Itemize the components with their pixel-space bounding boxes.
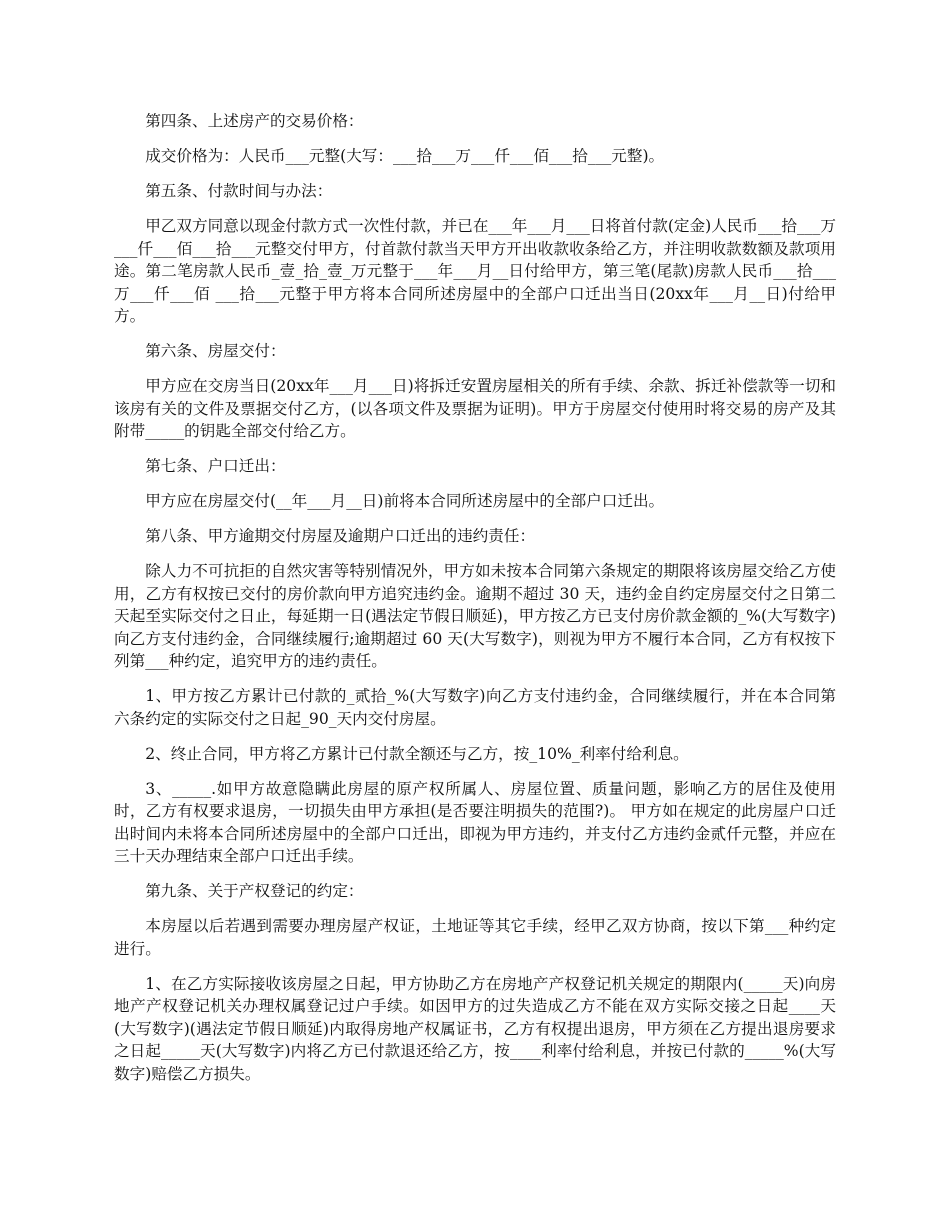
liability-option-3: 3、_____.如甲方故意隐瞒此房屋的原产权所属人、房屋位置、质量问题，影响乙方的居住及使用时，乙方有权要求退房，一切损失由甲方承担(是否要注明损失的范围?)。 甲方如在规定的此房屋户口迁出时间内未将本合同所述房屋中的全部户口迁出，即视为甲方违约，并支付乙方违约金贰仟元整，并应在三十天办理结束全部户口迁出手续。 <box>114 779 836 865</box>
default-liability-terms: 除人力不可抗拒的自然灾害等特别情况外，甲方如未按本合同第六条规定的期限将该房屋交给乙方使用，乙方有权按已交付的房价款向甲方追究违约金。逾期不超过 30 天，违约金自约定房屋交付之日第二天起至实际交付之日止，每延期一日(遇法定节假日顺延)，甲方按乙方已支付房价款金额的_%(大写数字)向乙方支付违约金，合同继续履行;逾期超过 60 天(大写数字)，则视为甲方不履行本合同，乙方有权按下列第___种约定，追究甲方的违约责任。 <box>114 562 836 670</box>
article-4-heading: 第四条、上述房产的交易价格： <box>145 112 364 130</box>
contract-document <box>114 110 836 1098</box>
liability-option-1: 1、甲方按乙方累计已付款的_贰拾_%(大写数字)向乙方支付违约金，合同继续履行，并在本合同第六条约定的实际交付之日起_90_天内交付房屋。 <box>114 687 836 728</box>
property-registration-terms: 本房屋以后若遇到需要办理房屋产权证，土地证等其它手续，经甲乙双方协商，按以下第___种约定进行。 <box>114 917 836 958</box>
article-8-heading: 第八条、甲方逾期交付房屋及逾期户口迁出的违约责任： <box>145 527 536 545</box>
article-7-heading: 第七条、户口迁出： <box>145 457 286 475</box>
house-delivery-terms: 甲方应在交房当日(20xx年___月___日)将拆迁安置房屋相关的所有手续、余款、拆迁补偿款等一切和该房有关的文件及票据交付乙方，(以各项文件及票据为证明)。甲方于房屋交付使用时将交易的房产及其附带_____的钥匙全部交付给乙方。 <box>114 377 836 440</box>
article-5-heading: 第五条、付款时间与办法： <box>145 182 333 200</box>
registration-option-1: 1、在乙方实际接收该房屋之日起，甲方协助乙方在房地产产权登记机关规定的期限内(_____天)向房地产产权登记机关办理权属登记过户手续。如因甲方的过失造成乙方不能在双方实际交接之日起____天(大写数字)(遇法定节假日顺延)内取得房地产权属证书，乙方有权提出退房，甲方须在乙方提出退房要求之日起_____天(大写数字)内将乙方已付款退还给乙方，按____利率付给利息，并按已付款的_____%(大写数字)赔偿乙方损失。 <box>114 974 836 1083</box>
transaction-price: 成交价格为：人民币___元整(大写：___拾___万___仟___佰___拾___元整)。 <box>145 147 665 165</box>
payment-terms: 甲乙双方同意以现金付款方式一次性付款，并已在___年___月___日将首付款(定金)人民币___拾___万___仟___佰___拾___元整交付甲方，付首款付款当天甲方开出收款收条给乙方，并注明收款数额及款项用途。第二笔房款人民币_壹_拾_壹_万元整于___年___月__日付给甲方，第三笔(尾款)房款人民币___拾___万___仟___佰 ___拾___元整于甲方将本合同所述房屋中的全部户口迁出当日(20xx年___月__日)付给甲方。 <box>114 217 836 325</box>
liability-option-2: 2、终止合同，甲方将乙方累计已付款全额还与乙方，按_10%_利率付给利息。 <box>145 744 689 763</box>
article-9-heading: 第九条、关于产权登记的约定： <box>145 882 364 900</box>
hukou-transfer-terms: 甲方应在房屋交付(__年___月__日)前将本合同所述房屋中的全部户口迁出。 <box>145 492 665 510</box>
article-6-heading: 第六条、房屋交付： <box>145 342 286 360</box>
